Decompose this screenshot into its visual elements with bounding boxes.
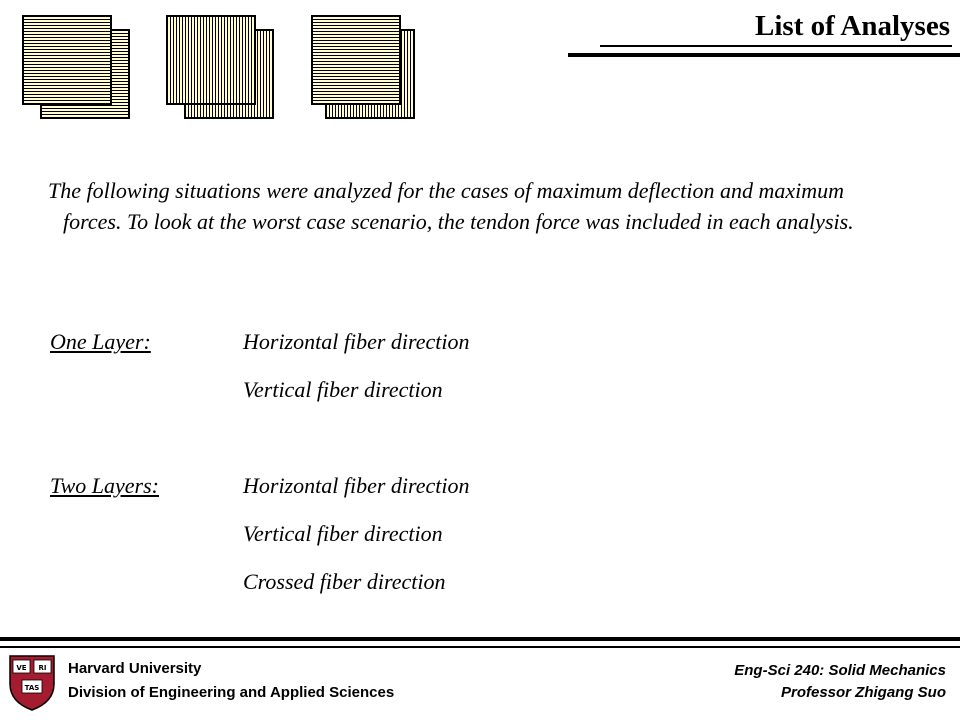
footer-rule-thin (0, 646, 960, 648)
front-sheet (166, 15, 256, 105)
course-block (734, 660, 946, 704)
harvard-shield-icon (8, 654, 56, 712)
one-layer-label: One Layer: (50, 329, 151, 354)
institution-block (68, 657, 394, 705)
list-item: Horizontal fiber direction (243, 473, 470, 498)
vertical-fiber-layers-icon (166, 15, 276, 125)
footer-rule-thick (0, 637, 960, 641)
shield-text: RI (38, 664, 47, 672)
crossed-fiber-layers-icon (311, 15, 421, 125)
intro-paragraph: The following situations were analyzed for the cases of maximum deflection and maximum forces. To look at the worst case scenario, the tendon force was included in each analysis. (48, 178, 854, 234)
list-item: Vertical fiber direction (243, 521, 443, 546)
shield-text: VE (16, 664, 27, 672)
list-item: Crossed fiber direction (243, 569, 446, 594)
title-rule-thin (600, 45, 952, 47)
university-name: Harvard University (68, 660, 202, 677)
shield-text: TAS (24, 684, 40, 692)
list-item: Vertical fiber direction (243, 377, 443, 402)
list-item: Horizontal fiber direction (243, 329, 470, 354)
title-rule-thick (568, 53, 960, 57)
division-name: Division of Engineering and Applied Sciences (68, 684, 395, 701)
front-sheet (311, 15, 401, 105)
page-title: List of Analyses (755, 10, 950, 42)
professor-name: Professor Zhigang Suo (780, 684, 946, 701)
two-layers-label: Two Layers: (50, 473, 159, 498)
course-name: Eng-Sci 240: Solid Mechanics (734, 662, 946, 679)
horizontal-fiber-layers-icon (22, 15, 132, 125)
front-sheet (22, 15, 112, 105)
